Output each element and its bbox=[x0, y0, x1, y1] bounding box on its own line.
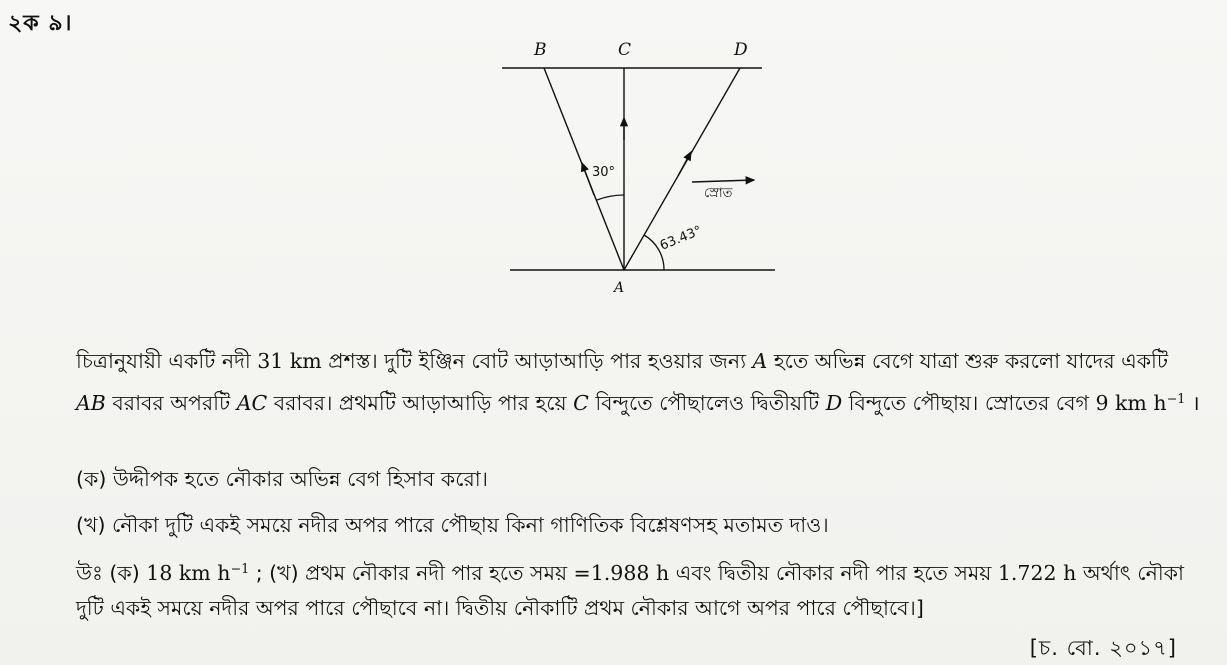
segment-ac: AC bbox=[236, 390, 268, 415]
stem-text-1: চিত্রানুযায়ী একটি নদী bbox=[76, 349, 258, 373]
current-speed-exponent: −1 bbox=[1166, 391, 1186, 406]
answer-mid: ; (খ) প্রথম নৌকার নদী পার হতে সময় = bbox=[249, 560, 591, 585]
current-arrow bbox=[692, 180, 754, 182]
answer-mid-2: এবং দ্বিতীয় নৌকার নদী পার হতে সময় bbox=[669, 560, 998, 585]
current-speed: 9 km h bbox=[1095, 390, 1167, 415]
answer-block bbox=[76, 551, 1204, 626]
label-a: A bbox=[614, 280, 625, 296]
stem-text-7: বিন্দুতে পৌছায়। স্রোতের বেগ bbox=[842, 390, 1096, 415]
river-width: 31 km bbox=[257, 349, 322, 373]
angle-arc-30 bbox=[597, 195, 624, 200]
label-d: D bbox=[734, 40, 748, 60]
arrow-ad bbox=[678, 152, 691, 176]
answer-velocity: 18 km h bbox=[146, 560, 231, 585]
answer-time-2: 1.722 h bbox=[997, 560, 1077, 585]
stem-text-5: বরাবর। প্রথমটি আড়াআড়ি পার হয়ে bbox=[267, 390, 574, 415]
point-a: A bbox=[752, 349, 768, 373]
angle-label-63: 63.43° bbox=[657, 223, 705, 254]
stem-text-3: হতে অভিন্ন বেগে যাত্রা শুরু করলো যাদের একটি bbox=[767, 349, 1169, 373]
answer-velocity-exponent: −1 bbox=[230, 561, 250, 576]
stem-text-4: বরাবর অপরটি bbox=[105, 390, 237, 415]
question-stem bbox=[76, 342, 1204, 422]
stem-text-2: প্রশস্ত। দুটি ইঞ্জিন বোট আড়াআড়ি পার হওয়ার জন্য bbox=[321, 349, 753, 373]
answer-rest: অর্থাৎ নৌকা দুটি একই সময়ে নদীর অপর পারে পৌছাবে না। দ্বিতীয় নৌকাটি প্রথম নৌকার আগে অপর পারে পৌছাবে।] bbox=[76, 560, 1184, 620]
answer-time-1: 1.988 h bbox=[590, 560, 670, 585]
river-crossing-diagram bbox=[490, 30, 790, 300]
part-kha: (খ) নৌকা দুটি একই সময়ে নদীর অপর পারে পৌছায় কিনা গাণিতিক বিশ্লেষণসহ মতামত দাও। bbox=[76, 513, 829, 537]
current-label: স্রোত bbox=[704, 186, 733, 201]
question-number: ২ক ৯। bbox=[8, 11, 73, 36]
board-source: [চ. বো. ২০১৭] bbox=[1029, 636, 1177, 660]
stem-text-6: বিন্দুতে পৌছালেও দ্বিতীয়টি bbox=[588, 390, 826, 415]
part-ka: (ক) উদ্দীপক হতে নৌকার অভিন্ন বেগ হিসাব করো। bbox=[76, 467, 489, 491]
point-c: C bbox=[573, 390, 589, 415]
label-c: C bbox=[618, 40, 632, 60]
angle-label-30: 30° bbox=[592, 165, 616, 180]
point-d: D bbox=[825, 390, 843, 415]
stem-text-8: । bbox=[1185, 390, 1200, 415]
segment-ab: AB bbox=[76, 390, 106, 415]
label-b: B bbox=[534, 40, 547, 60]
answer-prefix: উঃ (ক) bbox=[76, 560, 147, 585]
